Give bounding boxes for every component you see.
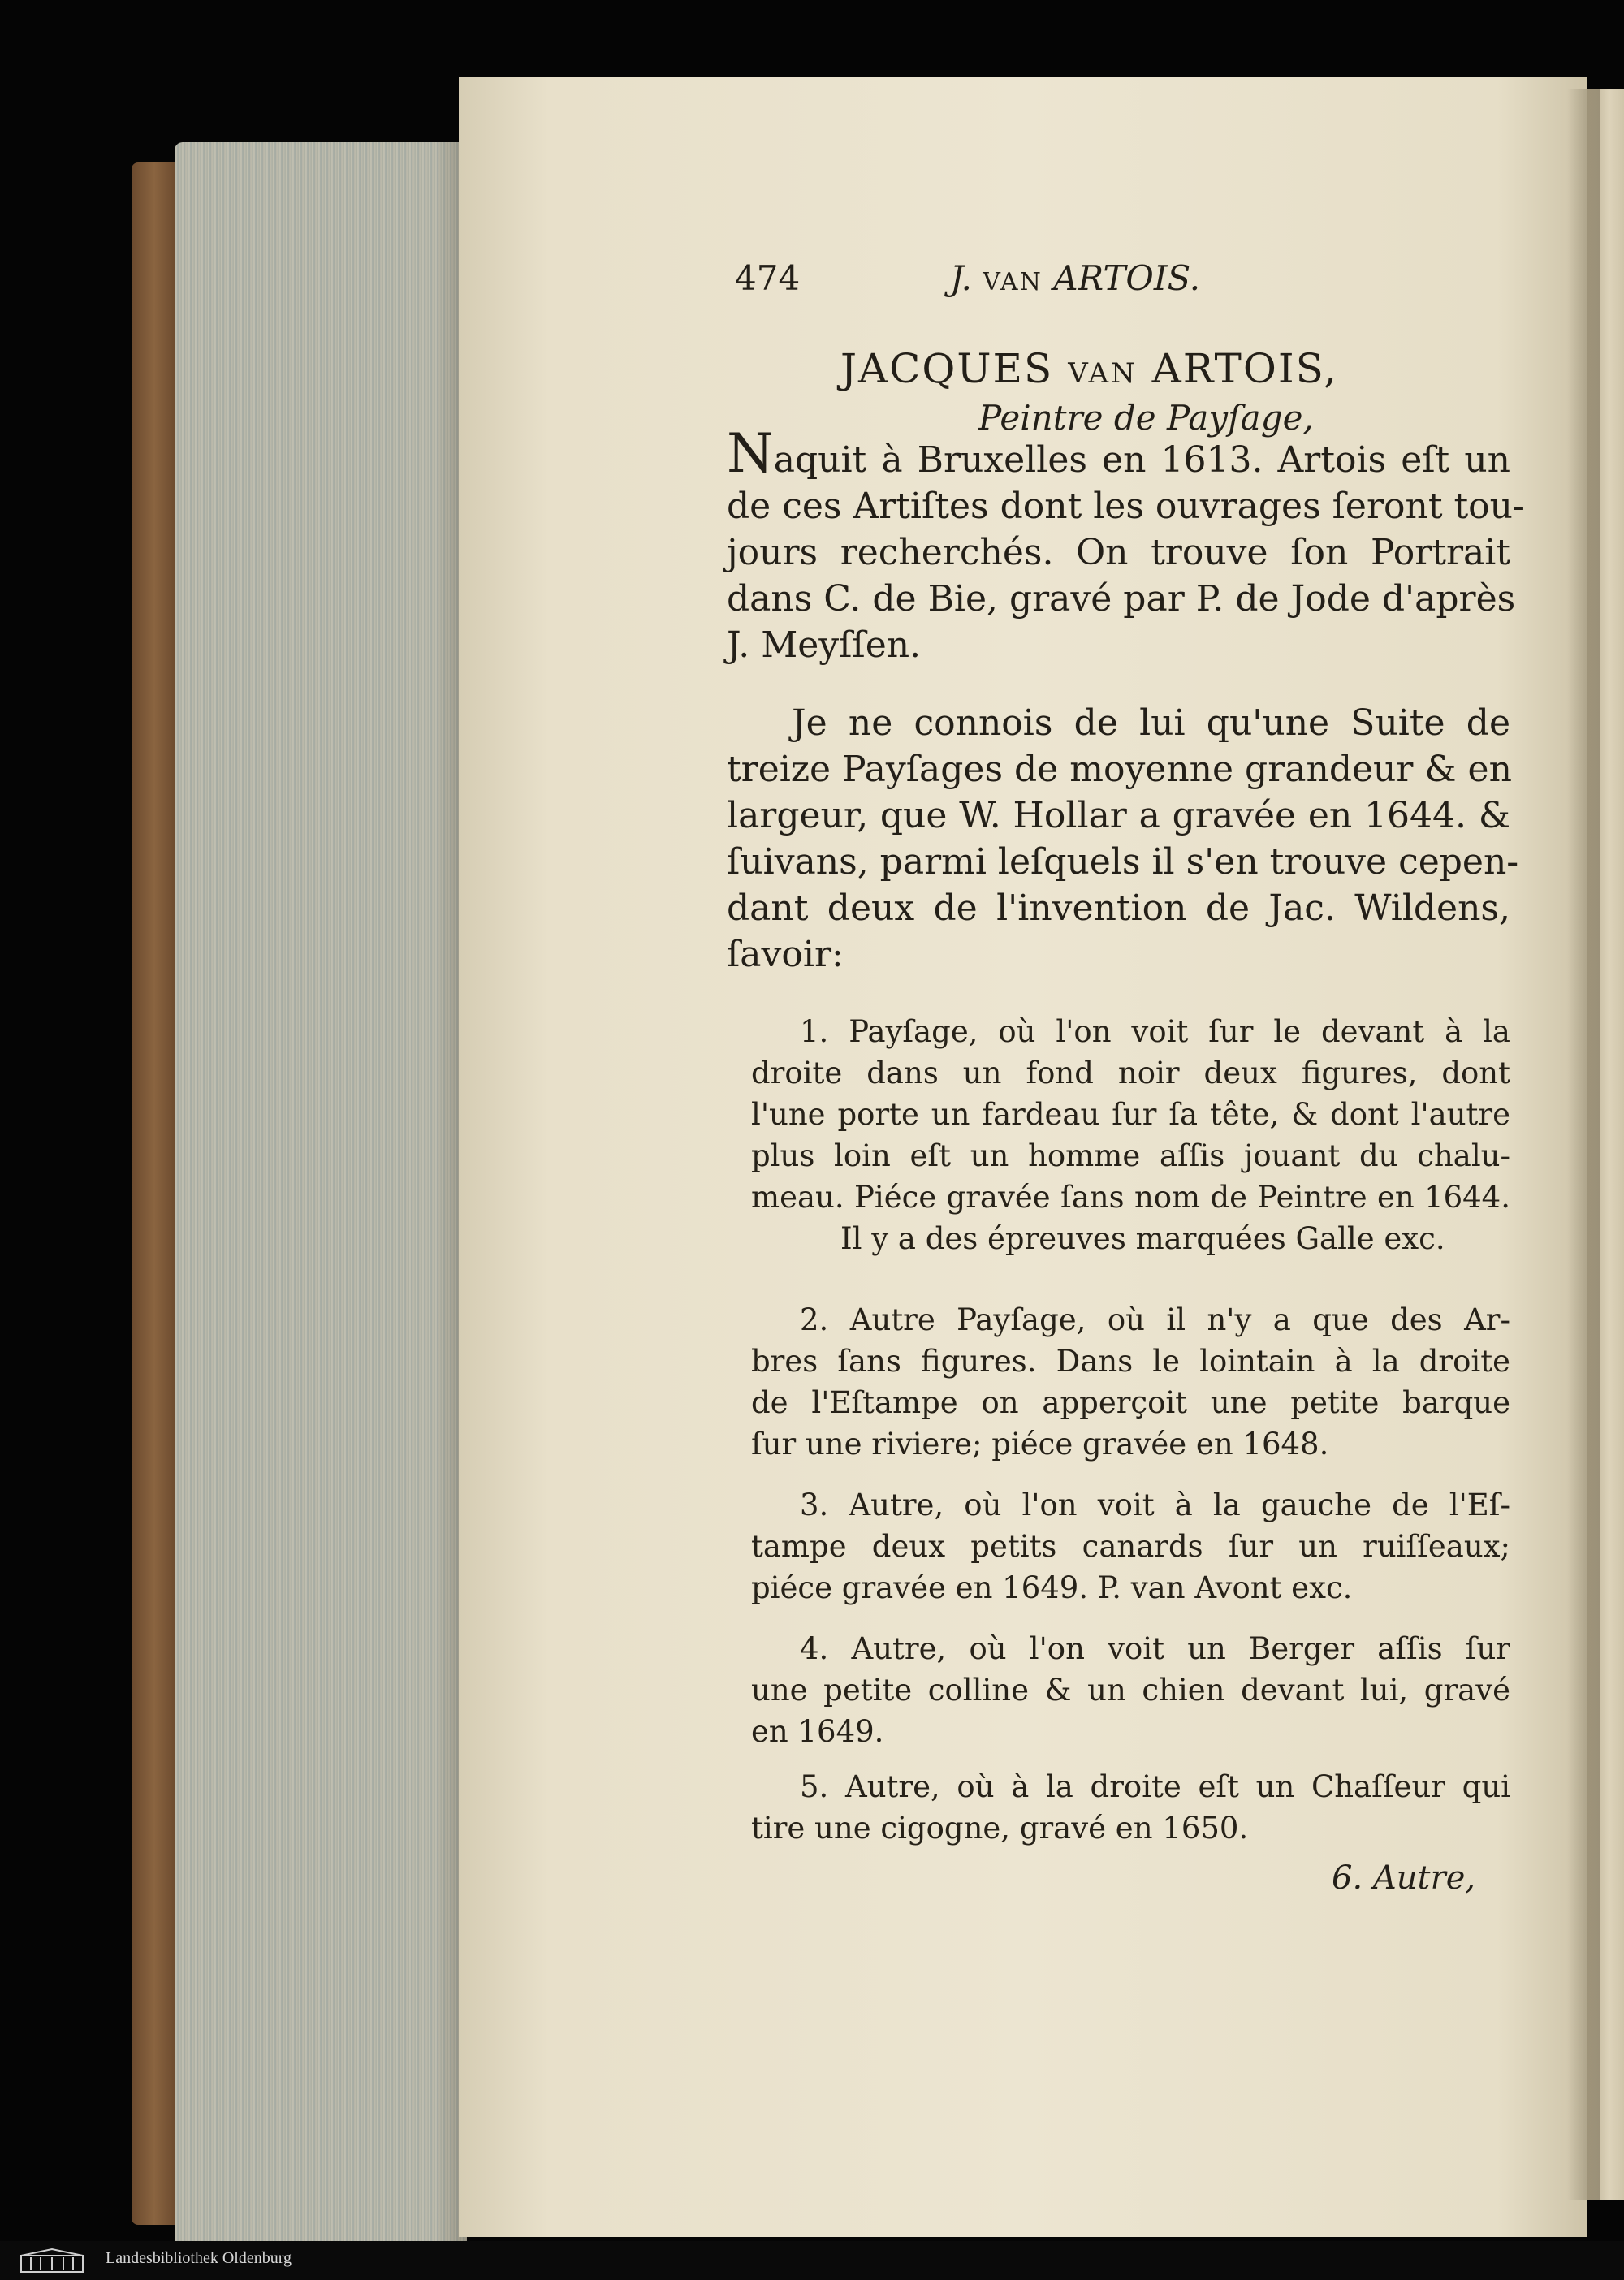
text-line: en 1649. xyxy=(751,1714,884,1749)
running-head xyxy=(735,258,1336,307)
catalogue-entry-2 xyxy=(751,1299,1510,1465)
gutter-shadow xyxy=(1567,89,1600,2200)
text-line: dant deux de l'invention de Jac. Wildens, xyxy=(727,887,1510,929)
text-line: ſuivans, parmi leſquels il s'en trouve cepen- xyxy=(727,841,1519,883)
catalogue-entry-4 xyxy=(751,1628,1510,1752)
text-line: meau. Piéce gravée ſans nom de Peintre en 1644. xyxy=(751,1180,1510,1215)
text-line: de l'Eſtampe on apperçoit une petite barque xyxy=(751,1385,1510,1420)
text-line: jours recherchés. On trouve ſon Portrait xyxy=(727,532,1510,573)
page-number: 474 xyxy=(735,258,801,298)
text-line: l'une porte un fardeau ſur ſa tête, & dont l'autre xyxy=(751,1097,1510,1132)
text-line: piéce gravée en 1649. P. van Avont exc. xyxy=(751,1570,1353,1605)
catalogue-entry-3 xyxy=(751,1484,1510,1609)
text-line: 5. Autre, où à la droite eſt un Chaſſeur qui xyxy=(800,1769,1510,1804)
catalogue-entry-1 xyxy=(751,1011,1510,1259)
drop-cap: N xyxy=(727,422,774,485)
page-edge-stack xyxy=(175,142,467,2253)
library-name: Landesbibliothek Oldenburg xyxy=(106,2249,292,2267)
text-line: treize Payſages de moyenne grandeur & en xyxy=(727,749,1512,790)
running-title-initial: J. xyxy=(950,258,972,298)
catchword: 6. Autre, xyxy=(1332,1859,1476,1897)
entry-heading xyxy=(840,345,1338,392)
text-line: Je ne connois de lui qu'une Suite de xyxy=(792,702,1510,744)
text-line: tire une cigogne, gravé en 1650. xyxy=(751,1811,1249,1846)
heading-first-name: JACQUES xyxy=(840,345,1054,392)
text-line: 3. Autre, où l'on voit à la gauche de l'Eſ- xyxy=(800,1488,1510,1522)
text-line: droite dans un fond noir deux figures, dont xyxy=(751,1056,1510,1090)
heading-last-name: ARTOIS, xyxy=(1151,345,1339,392)
text-line: dans C. de Bie, gravé par P. de Jode d'après xyxy=(727,578,1516,620)
intro-paragraph xyxy=(727,422,1525,668)
text-line: 1. Payſage, où l'on voit ſur le devant à la xyxy=(800,1014,1510,1049)
running-title-small: VAN xyxy=(983,268,1043,296)
text-line: 4. Autre, où l'on voit un Berger aſſis ſur xyxy=(800,1631,1510,1666)
catalogue-entry-5 xyxy=(751,1766,1510,1849)
text-line: largeur, que W. Hollar a gravée en 1644. & xyxy=(727,795,1510,836)
running-title-name: ARTOIS. xyxy=(1053,258,1201,298)
running-title xyxy=(950,258,1200,298)
text-line: Naquit à Bruxelles en 1613. Artois eſt un xyxy=(727,422,1510,485)
text-line: de ces Artiſtes dont les ouvrages ſeront tou- xyxy=(727,486,1525,527)
entry-note: Il y a des épreuves marquées Galle exc. xyxy=(840,1221,1445,1256)
text-line: ſur une riviere; piéce gravée en 1648. xyxy=(751,1427,1329,1462)
text-line: plus loin eſt un homme aſſis jouant du chalu- xyxy=(751,1138,1510,1173)
entry-subheading: Peintre de Payſage, xyxy=(978,398,1314,438)
text-line: 2. Autre Payſage, où il n'y a que des Ar- xyxy=(800,1302,1510,1337)
text-line: tampe deux petits canards ſur un ruiſſeaux; xyxy=(751,1529,1510,1564)
body-paragraph xyxy=(727,700,1519,978)
text-line: une petite colline & un chien devant lui, gravé xyxy=(751,1673,1510,1708)
library-building-icon xyxy=(19,2248,84,2274)
text-line: J. Meyſſen. xyxy=(727,624,922,666)
text-line: ſavoir: xyxy=(727,934,844,975)
text-line: bres ſans figures. Dans le lointain à la droite xyxy=(751,1344,1510,1379)
heading-particle: VAN xyxy=(1068,357,1138,390)
